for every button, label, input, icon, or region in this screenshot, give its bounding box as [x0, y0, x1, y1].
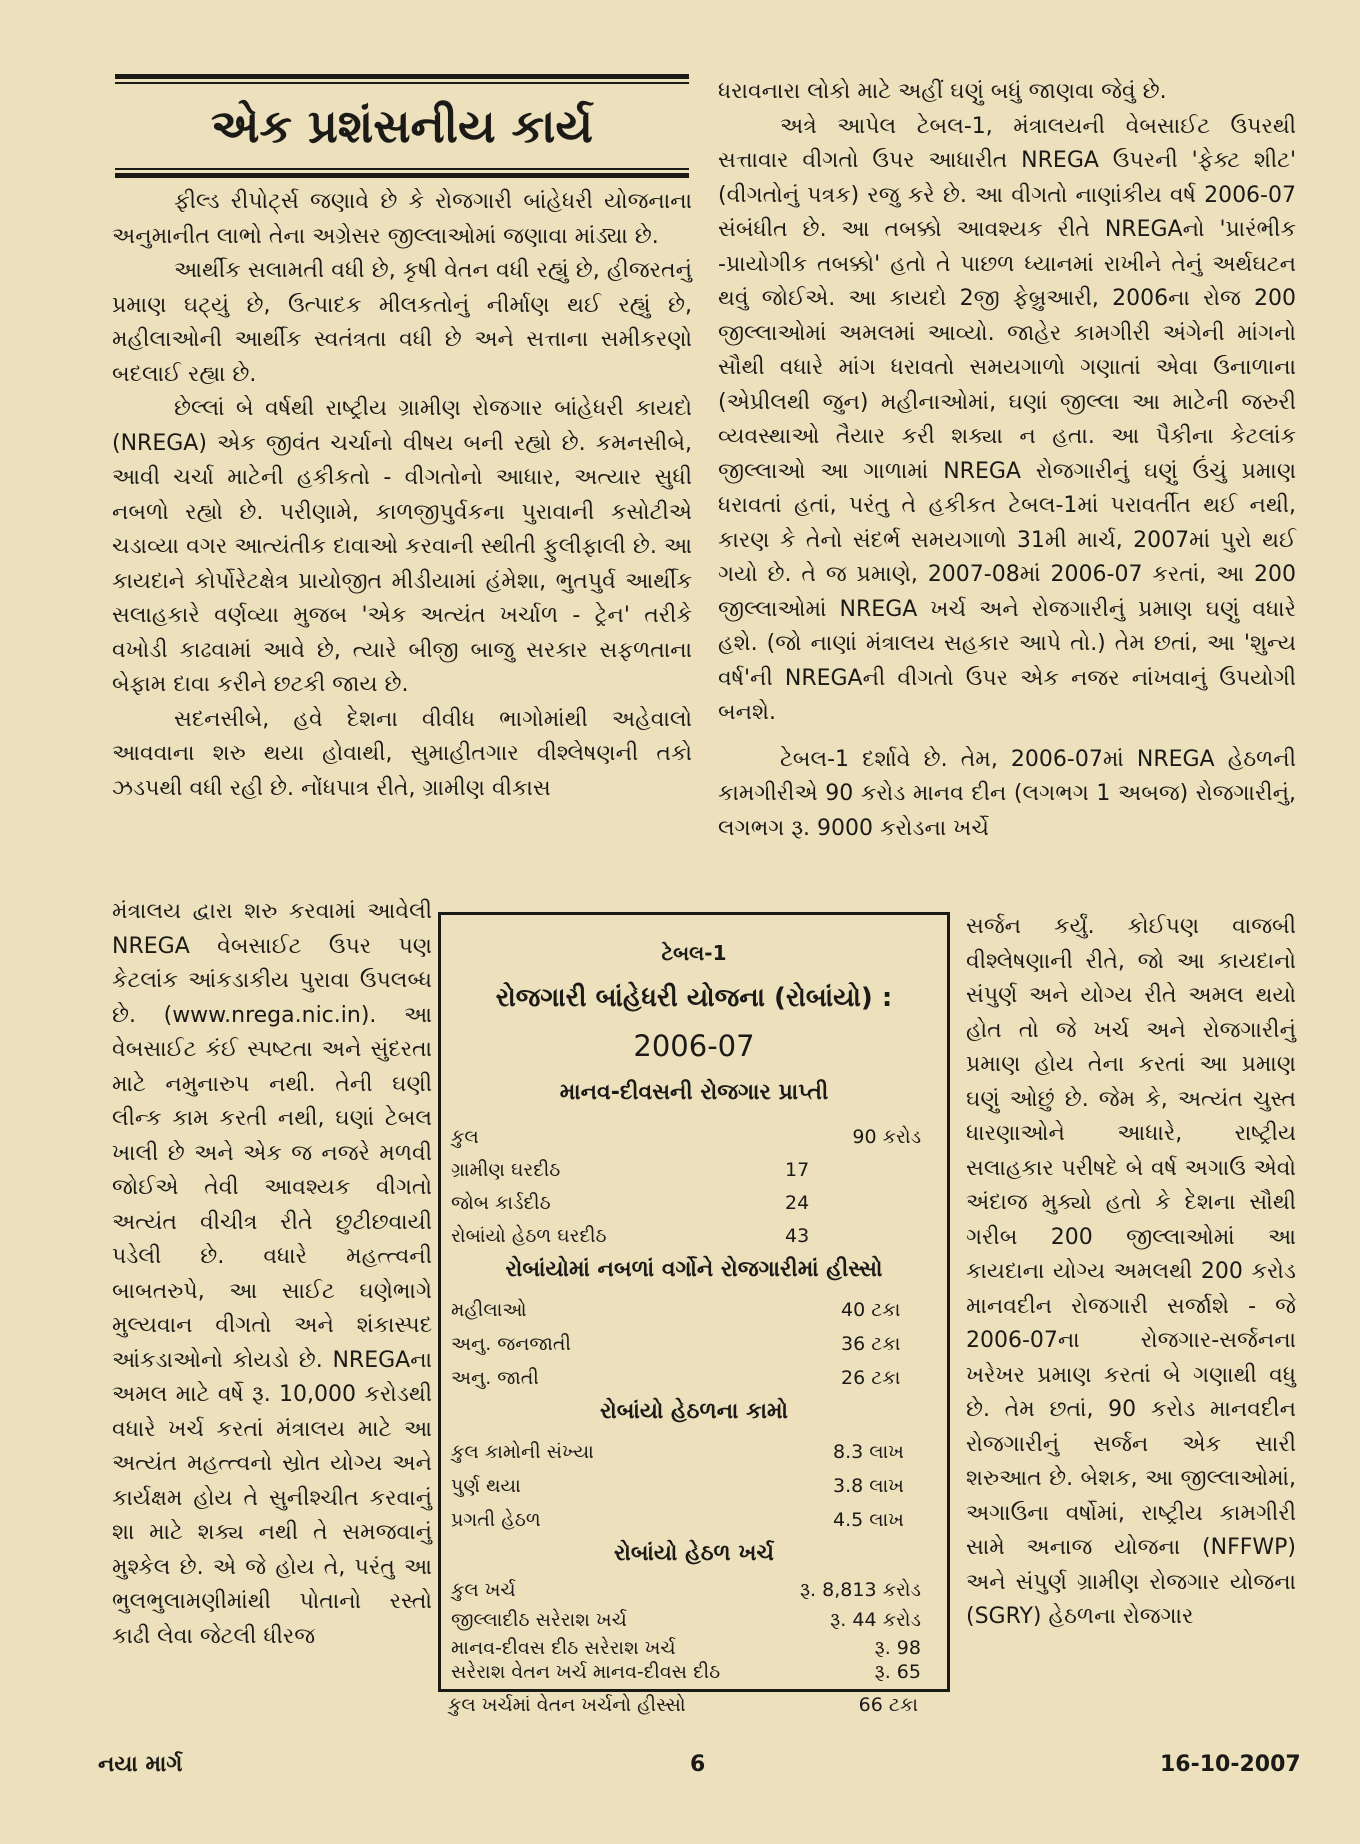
row-label: કુલ કામોની સંખ્યા — [451, 1441, 594, 1463]
issue-date: 16-10-2007 — [1160, 1752, 1301, 1777]
table-row — [451, 1575, 941, 1605]
article-headline: એક પ્રશંસનીય કાર્ય — [210, 99, 594, 153]
row-label: રોબાંયો હેઠળ ઘરદીઠ — [451, 1225, 607, 1247]
page-number: 6 — [690, 1752, 706, 1777]
row-value: રૂ. 98 — [874, 1637, 921, 1659]
row-value: 8.3 લાખ — [833, 1441, 904, 1463]
table-row — [451, 1363, 941, 1393]
row-label: જોબ કાર્ડદીઠ — [451, 1192, 551, 1214]
row-label: અનુ. જનજાતી — [451, 1333, 571, 1355]
row-value: 36 ટકા — [841, 1333, 901, 1355]
row-value: 17 — [785, 1159, 810, 1181]
row-value: 40 ટકા — [841, 1299, 901, 1321]
row-label: પુર્ણ થયા — [451, 1475, 521, 1497]
paragraph: સદનસીબે, હવે દેશના વીવીધ ભાગોમાંથી અહેવાલો આવવાના શરુ થયા હોવાથી, સુમાહીતગાર વીશ્લેષણની તકો ઝડપથી વધી રહી છે. નોંધપાત્ર રીતે, ગ્રામીણ વીકાસ — [112, 706, 692, 801]
headline-bottom-rule-thin — [115, 168, 689, 170]
row-value: 26 ટકા — [841, 1367, 901, 1389]
table-title: રોજગારી બાંહેધરી યોજના (રોબાંયો) : — [495, 983, 893, 1013]
row-label: કુલ ખર્ચમાં વેતન ખર્ચનો હીસ્સો — [448, 1694, 686, 1716]
paragraph: મંત્રાલય દ્વારા શરુ કરવામાં આવેલી NREGA વેબસાઈટ ઉપર પણ કેટલાંક આંકડાકીય પુરાવા ઉપલબ્ધ છે. (www.nrega.nic.in). આ વેબસાઈટ કંઈ સ્પષ્ટતા અને સુંદરતા માટે નમુનારુપ નથી. તેની ઘણી લીન્ક કામ કરતી નથી, ઘણાં ટેબલ ખાલી છે અને એક જ નજરે મળવી જોઈએ તેવી આવશ્યક વીગતો અત્યંત વીચીત્ર રીતે છુટીછવાયી પડેલી છે. વધારે મહત્ત્વની બાબતરુપે, આ સાઈટ ઘણેભાગે મુલ્યવાન વીગતો અને શંકાસ્પદ આંકડાઓનો કોયડો છે. NREGAના અમલ માટે વર્ષે રૂ. 10,000 કરોડથી વધારે ખર્ચ કરતાં મંત્રાલય માટે આ અત્યંત મહત્ત્વનો સ્રોત યોગ્ય અને કાર્યક્ષમ હોય તે સુનીશ્ચીત કરવાનું શા માટે શક્ય નથી તે સમજવાનું મુશ્કેલ છે. એ જે હોય તે, પરંતુ આ ભુલભુલામણીમાંથી પોતાનો રસ્તો કાઢી લેવા જેટલી ધીરજ — [112, 899, 432, 1649]
row-value: રૂ. 65 — [874, 1661, 921, 1683]
headline-top-rule-thin — [115, 82, 689, 84]
right-column — [718, 75, 1296, 846]
table-row — [451, 1188, 941, 1218]
section-heading: રોબાંયો હેઠળ ખર્ચ — [613, 1541, 775, 1566]
left-narrow-column — [112, 895, 432, 1654]
row-value: રૂ. 8,813 કરોડ — [799, 1579, 921, 1601]
row-label: ગ્રામીણ ઘરદીઠ — [451, 1159, 561, 1181]
table-year: 2006-07 — [633, 1029, 755, 1063]
section-heading: રોબાંયોમાં નબળાં વર્ગોને રોજગારીમાં હીસ્સો — [505, 1257, 883, 1282]
paragraph: ટેબલ-1 દર્શાવે છે. તેમ, 2006-07માં NREGA હેઠળની કામગીરીએ 90 કરોડ માનવ દીન (લગભગ 1 અબજ) રોજગારીનું, લગભગ રૂ. 9000 કરોડના ખર્ચે — [718, 746, 1296, 841]
table-row — [451, 1329, 941, 1359]
row-value: 90 કરોડ — [852, 1126, 921, 1148]
row-label: અનુ. જાતી — [451, 1367, 539, 1389]
row-value: 24 — [785, 1192, 810, 1214]
right-narrow-column — [966, 910, 1296, 1635]
paragraph: છેલ્લાં બે વર્ષથી રાષ્ટ્રીય ગ્રામીણ રોજગાર બાંહેધરી કાયદો (NREGA) એક જીવંત ચર્ચાનો વીષય બની રહ્યો છે. કમનસીબે, આવી ચર્ચા માટેની હકીકતો - વીગતોનો આધાર, અત્યાર સુધી નબળો રહ્યો છે. પરીણામે, કાળજીપુર્વકના પુરાવાની કસોટીએ ચડાવ્યા વગર આત્યંતીક દાવાઓ કરવાની સ્થીતી ફુલીફાલી છે. આ કાયદાને કોર્પોરેટક્ષેત્ર પ્રાયોજીત મીડીયામાં હંમેશા, ભુતપુર્વ આર્થીક સલાહકારે વર્ણવ્યા મુજબ 'એક અત્યંત ખર્ચાળ - ટ્રેન' તરીકે વખોડી કાઢવામાં આવે છે, ત્યારે બીજી બાજુ સરકાર સફળતાના બેફામ દાવા કરીને છટકી જાય છે. — [112, 396, 692, 697]
paragraph: અત્રે આપેલ ટેબલ-1, મંત્રાલયની વેબસાઈટ ઉપરથી સત્તાવાર વીગતો ઉપર આધારીત NREGA ઉપરની 'ફેક્ટ શીટ' (વીગતોનું પત્રક) રજુ કરે છે. આ વીગતો નાણાંકીય વર્ષ 2006-07 સંબંધીત છે. આ તબક્કો આવશ્યક રીતે NREGAનો 'પ્રારંભીક -પ્રાયોગીક તબક્કો' હતો તે પાછળ ધ્યાનમાં રાખીને તેનું અર્થઘટન થવું જોઈએ. આ કાયદો 2જી ફેબ્રુઆરી, 2006ના રોજ 200 જીલ્લાઓમાં અમલમાં આવ્યો. જાહેર કામગીરી અંગેની માંગનો સૌથી વધારે માંગ ધરાવતો સમયગાળો ગણાતાં એવા ઉનાળાના (એપ્રીલથી જુન) મહીનાઓમાં, ઘણાં જીલ્લા આ માટેની જરુરી વ્યવસ્થાઓ તૈયાર કરી શક્યા ન હતા. આ પૈકીના કેટલાંક જીલ્લાઓ આ ગાળામાં NREGA રોજગારીનું ઘણું ઉંચું પ્રમાણ ધરાવતાં હતાં, પરંતુ તે હકીકત ટેબલ-1માં પરાવર્તીત થઈ નથી, કારણ કે તેનો સંદર્ભ સમયગાળો 31મી માર્ચ, 2007માં પુરો થઈ ગયો છે. તે જ પ્રમાણે, 2007-08માં 2006-07 કરતાં, આ 200 જીલ્લાઓમાં NREGA ખર્ચ અને રોજગારીનું પ્રમાણ ઘણું વધારે હશે. (જો નાણાં મંત્રાલય સહકાર આપે તો.) તેમ છતાં, આ 'શુન્ય વર્ષ'ની NREGAની વીગતો ઉપર એક નજર નાંખવાનું ઉપયોગી બનશે. — [718, 113, 1296, 725]
table-row — [451, 1221, 941, 1251]
row-label: પ્રગતી હેઠળ — [451, 1509, 541, 1531]
table-row — [451, 1471, 941, 1501]
section-heading: માનવ-દીવસની રોજગાર પ્રાપ્તી — [559, 1080, 829, 1105]
row-value: 4.5 લાખ — [833, 1509, 904, 1531]
headline-bottom-rule — [115, 173, 689, 178]
table-row — [451, 1437, 941, 1467]
row-label: માનવ-દીવસ દીઠ સરેરાશ ખર્ચ — [451, 1637, 676, 1659]
paragraph: ધરાવનારા લોકો માટે અહીં ઘણું બધું જાણવા જેવું છે. — [718, 79, 1167, 104]
table-row — [451, 1505, 941, 1535]
row-value: રૂ. 44 કરોડ — [830, 1609, 921, 1631]
table-row — [451, 1295, 941, 1325]
row-value: 66 ટકા — [858, 1694, 918, 1716]
row-label: કુલ — [451, 1126, 479, 1148]
table-row — [448, 1690, 938, 1720]
row-value: 3.8 લાખ — [833, 1475, 904, 1497]
row-label: સરેરાશ વેતન ખર્ચ માનવ-દીવસ દીઠ — [451, 1661, 721, 1683]
table-1-box — [438, 912, 950, 1692]
row-label: કુલ ખર્ચ — [451, 1579, 516, 1601]
table-row — [451, 1155, 941, 1185]
row-value: 43 — [785, 1225, 810, 1247]
paragraph: સર્જન કર્યું. કોઈપણ વાજબી વીશ્લેષણાની રીતે, જો આ કાયદાનો સંપુર્ણ અને યોગ્ય રીતે અમલ થયો હોત તો જે ખર્ચ અને રોજગારીનું પ્રમાણ હોય તેના કરતાં આ પ્રમાણ ઘણું ઓછું છે. જેમ કે, અત્યંત ચુસ્ત ધારણાઓને આધારે, રાષ્ટ્રીય સલાહકાર પરીષદે બે વર્ષ અગાઉ એવો અંદાજ મુક્યો હતો કે દેશના સૌથી ગરીબ 200 જીલ્લાઓમાં આ કાયદાના યોગ્ય અમલથી 200 કરોડ માનવદીન રોજગારી સર્જાશે - જે 2006-07ના રોજગાર-સર્જનના ખરેખર પ્રમાણ કરતાં બે ગણાથી વધુ છે. તેમ છતાં, 90 કરોડ માનવદીન રોજગારીનું સર્જન એક સારી શરુઆત છે. બેશક, આ જીલ્લાઓમાં, અગાઉના વર્ષોમાં, રાષ્ટ્રીય કામગીરી સામે અનાજ યોજના (NFFWP) અને સંપુર્ણ ગ્રામીણ રોજગાર યોજના (SGRY) હેઠળના રોજગાર — [966, 914, 1296, 1629]
paragraph: આર્થીક સલામતી વધી છે, કૃષી વેતન વધી રહ્યું છે, હીજરતનું પ્રમાણ ઘટ્યું છે, ઉત્પાદક મીલકતોનું નીર્માણ થઈ રહ્યું છે, મહીલાઓની આર્થીક સ્વતંત્રતા વધી છે અને સત્તાના સમીકરણો બદલાઈ રહ્યા છે. — [112, 258, 692, 387]
table-label: ટેબલ-1 — [661, 941, 727, 965]
left-column — [112, 185, 692, 806]
publication-name: નયા માર્ગ — [98, 1752, 183, 1777]
table-row — [451, 1122, 941, 1152]
row-label: જીલ્લાદીઠ સરેરાશ ખર્ચ — [451, 1609, 627, 1631]
paragraph: ફીલ્ડ રીપોર્ટ્સ જણાવે છે કે રોજગારી બાંહેધરી યોજનાના અનુમાનીત લાભો તેના અગ્રેસર જીલ્લાઓમાં જણાવા માંડ્યા છે. — [112, 189, 692, 249]
section-heading: રોબાંયો હેઠળના કામો — [599, 1399, 789, 1424]
table-row — [451, 1657, 941, 1687]
row-label: મહીલાઓ — [451, 1299, 527, 1321]
headline-top-rule — [115, 74, 689, 79]
table-row — [451, 1605, 941, 1635]
